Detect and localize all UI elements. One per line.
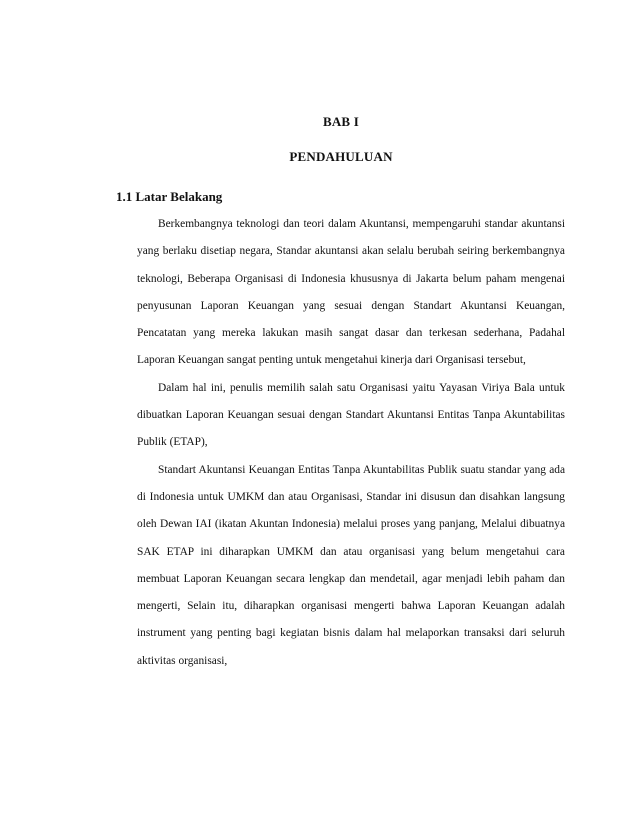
body-text bbox=[137, 211, 565, 675]
paragraph-3: Standart Akuntansi Keuangan Entitas Tanpa Akuntabilitas Publik suatu standar yang ada di Indonesia untuk UMKM dan atau Organisasi, Standar ini disusun dan disahkan langsung oleh Dewan IAI (ikatan Akuntan Indonesia) melalui proses yang panjang, Melalui dibuatnya SAK ETAP ini diharapkan UMKM dan atau organisasi yang belum mengetahui cara membuat Laporan Keuangan secara lengkap dan mendetail, agar menjadi lebih paham dan mengerti, Selain itu, diharapkan organisasi mengerti bahwa Laporan Keuangan adalah instrument yang penting bagi kegiatan bisnis dalam hal melaporkan transaksi dari seluruh aktivitas organisasi, bbox=[137, 463, 565, 667]
paragraph-2: Dalam hal ini, penulis memilih salah satu Organisasi yaitu Yayasan Viriya Bala untuk dibuatkan Laporan Keuangan sesuai dengan Standart Akuntansi Entitas Tanpa Akuntabilitas Publik (ETAP), bbox=[137, 381, 565, 449]
paragraph-1: Berkembangnya teknologi dan teori dalam Akuntansi, mempengaruhi standar akuntansi yang berlaku disetiap negara, Standar akuntansi akan selalu berubah seiring berkembangnya teknologi, Beberapa Organisasi di Indonesia khususnya di Jakarta belum paham mengenai penyusunan Laporan Keuangan yang sesuai dengan Standart Akuntansi Keuangan, Pencatatan yang mereka lakukan masih sangat dasar dan terkesan sederhana, Padahal Laporan Keuangan sangat penting untuk mengetahui kinerja dari Organisasi tersebut, bbox=[137, 218, 565, 367]
chapter-heading: BAB I bbox=[322, 114, 360, 129]
chapter-title: PENDAHULUAN bbox=[289, 149, 393, 164]
section-heading: 1.1 Latar Belakang bbox=[116, 189, 223, 204]
